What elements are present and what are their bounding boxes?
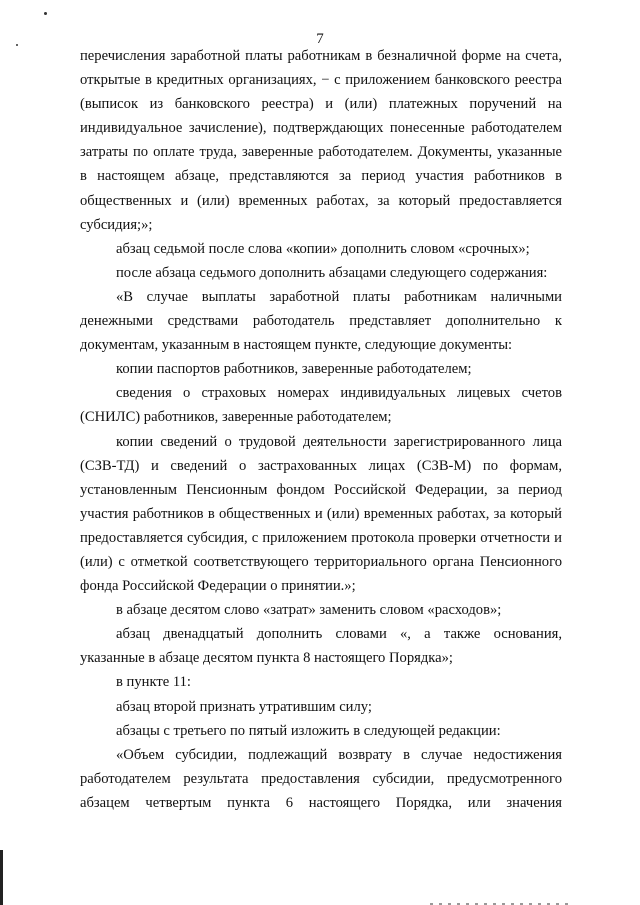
document-body — [80, 44, 562, 815]
paragraph: перечисления заработной платы работникам в безналичной форме на счета, открытые в кредитных организациях, − с приложением банковского реестра (выписок из банковского реестра) и (или) платежных поручений на индивидуальное зачисление), подтверждающих понесенные работодателем затраты по оплате труда, заверенные работодателем. Документы, указанные в настоящем абзаце, представляются за период участия работников в общественных и (или) временных работах, за который предоставляется субсидия;»; — [80, 48, 562, 233]
paragraph: абзацы с третьего по пятый изложить в следующей редакции: — [116, 722, 501, 739]
paragraph: абзац второй признать утратившим силу; — [116, 698, 372, 715]
paragraph: абзац седьмой после слова «копии» дополнить словом «срочных»; — [116, 240, 530, 257]
paragraph: копии паспортов работников, заверенные работодателем; — [116, 361, 472, 378]
scan-edge-left — [0, 850, 3, 905]
paragraph: в абзаце десятом слово «затрат» заменить словом «расходов»; — [116, 602, 502, 619]
paragraph: копии сведений о трудовой деятельности зарегистрированного лица (СЗВ-ТД) и сведений о застрахованных лицах (СЗВ-М) по формам, установленным Пенсионным фондом Российской Федерации, за период участия работников в общественных и (или) временных работах, за который предоставляется субсидия, с приложением протокола проверки отчетности и (или) с отметкой соответствующего территориального органа Пенсионного фонда Российской Федерации о принятии.»; — [80, 433, 562, 595]
paragraph: «В случае выплаты заработной платы работникам наличными денежными средствами работодатель представляет дополнительно к документам, указанным в настоящем пункте, следующие документы: — [80, 288, 562, 354]
paragraph: сведения о страховых номерах индивидуальных лицевых счетов (СНИЛС) работников, заверенные работодателем; — [80, 385, 562, 426]
paragraph: «Объем субсидии, подлежащий возврату в случае недостижения работодателем результата предоставления субсидии, предусмотренного абзацем четвертым пункта 6 настоящего Порядка, или значения — [80, 746, 562, 811]
page-number: 7 — [316, 31, 324, 47]
paragraph: абзац двенадцатый дополнить словами «, а также основания, указанные в абзаце десятом пункта 8 настоящего Порядка»; — [80, 626, 562, 667]
paragraph: в пункте 11: — [116, 674, 191, 691]
scan-mark-top — [44, 12, 47, 15]
paragraph: после абзаца седьмого дополнить абзацами следующего содержания: — [116, 264, 548, 281]
